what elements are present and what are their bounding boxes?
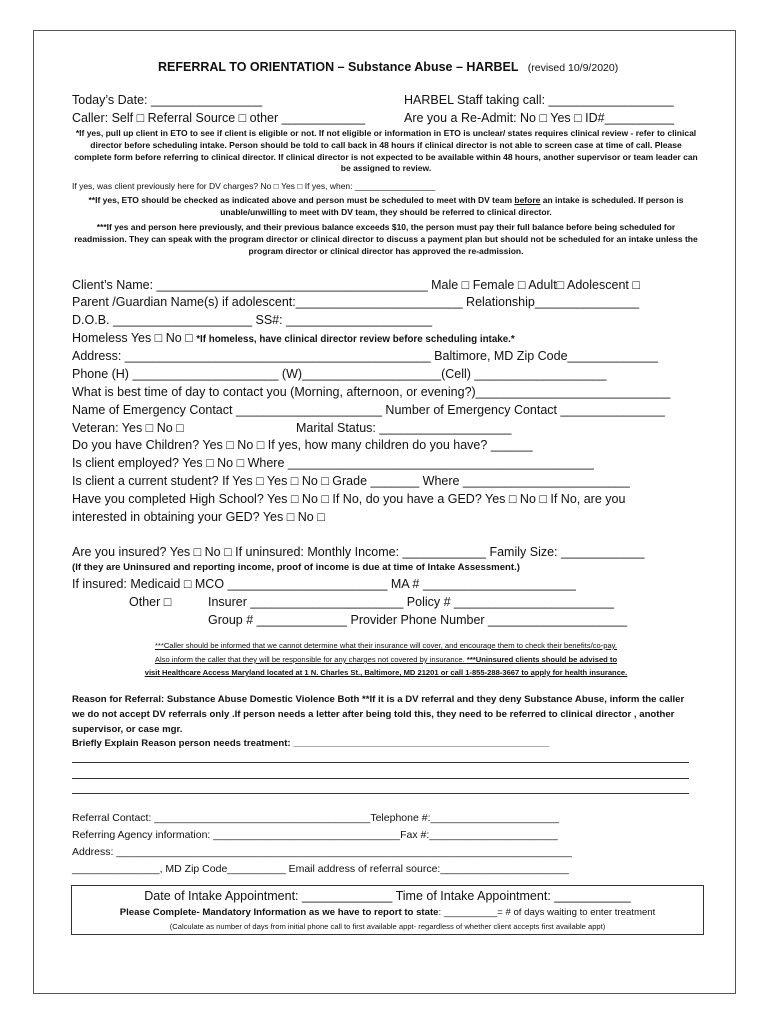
eto-note: *If yes, pull up client in ETO to see if client is eligible or not. If not eligible or information in ETO is unclear/ states requires clinical review - refer to clinical director before scheduling intake. Person should be told to call back in 48 hours if clinical director is not able to screen case at time of call. Please complete form before referring to clinical director. If clinical director is not expected to be available within 48 hours, another supervisor or team leader can be assigned to review. [74,128,698,174]
explain-line-2[interactable] [72,778,689,779]
student-field[interactable]: Is client a current student? If Yes □ Yes □ No □ Grade _______ Where ________________________ [72,474,630,488]
reason-for-referral: Reason for Referral: Substance Abuse Domestic Violence Both **If it is a DV referral and they deny Substance Abuse, inform the caller we do not accept DV referrals only .If person needs a letter after being told this, they need to be referred to clinical director , another supervisor, or case mgr. [72,694,685,735]
emergency-contact-field[interactable]: Name of Emergency Contact _____________________ Number of Emergency Contact _______________ [72,403,665,417]
explain-line-1[interactable] [72,762,689,763]
referral-address-field[interactable]: Address: ______________________________________________________________________________ [72,846,572,858]
veteran-field[interactable]: Veteran: Yes □ No □ [72,421,184,435]
dob-ssn-field[interactable]: D.O.B. ____________________ SS#: _____________________ [72,313,433,327]
insurance-callout-1: ***Caller should be informed that we cannot determine what their insurance will cover, and encourage them to check their benefits/co-pay. [154,641,618,650]
readmit-field[interactable]: Are you a Re-Admit: No □ Yes □ ID#__________ [404,111,675,125]
dv-team-note: **If yes, ETO should be checked as indicated above and person must be scheduled to meet with DV team before an intake is scheduled. If person is unable/unwilling to meet with DV team, they should be referred to clinical director. [88,195,684,217]
marital-status-field[interactable]: Marital Status: ___________________ [296,421,512,435]
group-provider-field[interactable]: Group # _____________ Provider Phone Number ____________________ [208,613,628,627]
best-time-field[interactable]: What is best time of day to contact you (Morning, afternoon, or evening?)____________________________ [72,385,671,399]
phone-field[interactable]: Phone (H) _____________________ (W)____________________(Cell) ___________________ [72,367,607,381]
todays-date-field[interactable]: Today’s Date: ________________ [72,93,263,107]
explain-reason-field[interactable]: Briefly Explain Reason person needs treatment: ________________________________________________ [72,738,550,749]
caller-field[interactable]: Caller: Self □ Referral Source □ other ____________ [72,111,366,125]
employed-field[interactable]: Is client employed? Yes □ No □ Where ____________________________________________ [72,456,594,470]
insurance-callout-2: Also inform the caller that they will be responsible for any charges not covered by insurance. ***Uninsured clients should be advised to [154,655,618,664]
explain-line-3[interactable] [72,793,689,794]
insurance-callout-3: visit Healthcare Access Maryland located at 1 N. Charles St., Baltimore, MD 21201 or call 1-855-288-3667 to apply for health insurance. [144,668,628,677]
homeless-field[interactable]: Homeless Yes □ No □ *If homeless, have clinical director review before scheduling intake.* [72,331,515,345]
other-insurance-checkbox[interactable]: Other □ [129,595,172,609]
staff-field[interactable]: HARBEL Staff taking call: __________________ [404,93,674,107]
parent-guardian-field[interactable]: Parent /Guardian Name(s) if adolescent:________________________ Relationship_______________ [72,295,640,309]
intake-appointment-field[interactable]: Date of Intake Appointment: _____________ Time of Intake Appointment: ___________ [144,889,631,903]
client-name-field[interactable]: Client’s Name: _______________________________________ Male □ Female □ Adult□ Adolescent □ [72,278,640,292]
form-title: REFERRAL TO ORIENTATION – Substance Abuse – HARBEL (revised 10/9/2020) [158,60,619,74]
insured-field[interactable]: Are you insured? Yes □ No □ If uninsured: Monthly Income: ____________ Family Size: ____________ [72,545,645,559]
ged-field[interactable]: interested in obtaining your GED? Yes □ No □ [72,510,325,524]
dv-previous-field[interactable]: If yes, was client previously here for DV charges? No □ Yes □ If yes, when: _________________ [72,181,436,191]
high-school-field[interactable]: Have you completed High School? Yes □ No □ If No, do you have a GED? Yes □ No □ If No, are you [72,492,626,506]
insurer-policy-field[interactable]: Insurer ______________________ Policy # _______________________ [208,595,614,609]
medicaid-field[interactable]: If insured: Medicaid □ MCO _______________________ MA # ______________________ [72,577,576,591]
revision-date: (revised 10/9/2020) [527,62,619,74]
referring-agency-field[interactable]: Referring Agency information: ________________________________Fax #:______________________ [72,829,558,841]
referral-contact-field[interactable]: Referral Contact: _____________________________________Telephone #:______________________ [72,812,559,824]
referral-zip-email-field[interactable]: _______________, MD Zip Code__________ Email address of referral source:______________________ [72,863,569,875]
balance-note: ***If yes and person here previously, and their previous balance exceeds $10, the person must pay their full balance before being scheduled for readmission. They can speak with the program director or clinical director to discuss a payment plan but should not be scheduled for an intake unless the program director or clinical director has approved the re-admission. [74,222,698,256]
children-field[interactable]: Do you have Children? Yes □ No □ If yes, how many children do you have? ______ [72,438,533,452]
address-field[interactable]: Address: ____________________________________________ Baltimore, MD Zip Code_____________ [72,349,658,363]
uninsured-note: (If they are Uninsured and reporting income, proof of income is due at time of Intake Assessment.) [72,562,520,573]
days-waiting-field[interactable]: Please Complete- Mandatory Information as we have to report to state: __________= # of days waiting to enter treatment [119,907,656,918]
intake-calculation-note: (Calculate as number of days from initial phone call to first available appt- regardless of whether client accepts first available appt) [169,922,606,931]
